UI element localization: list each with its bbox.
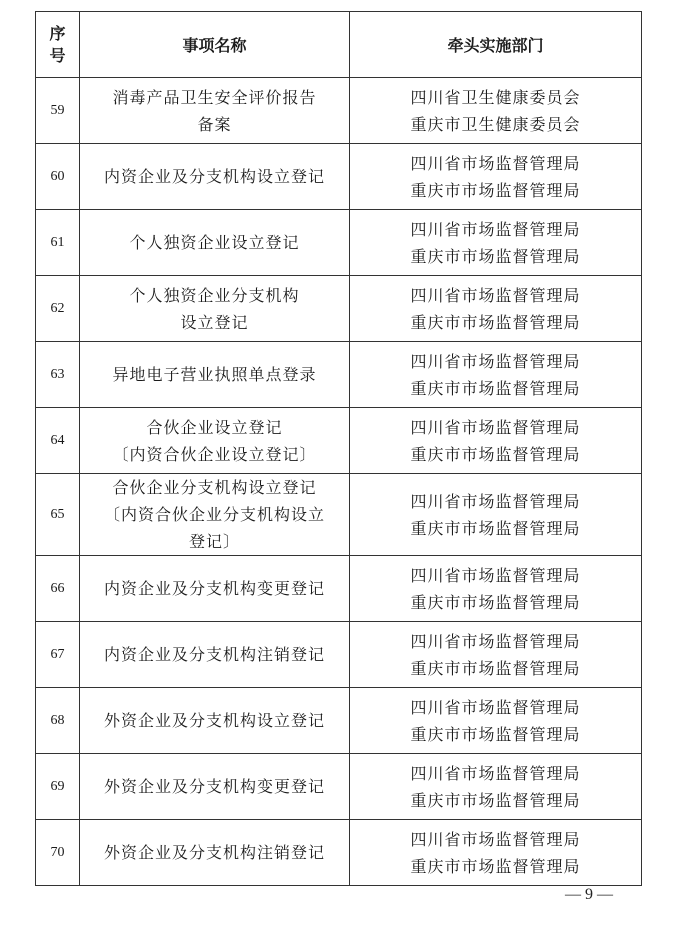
- table-row: [36, 408, 642, 474]
- header-item-name: 事项名称: [80, 12, 350, 78]
- row-number: 62: [36, 276, 80, 342]
- items-table-container: [35, 11, 641, 886]
- row-lead-dept: [350, 754, 642, 820]
- row-number: 61: [36, 210, 80, 276]
- table-row: [36, 210, 642, 276]
- dept-line: 四川省市场监督管理局: [410, 697, 581, 717]
- item-name-line: 个人独资企业设立登记: [129, 233, 300, 252]
- dept-line: 重庆市市场监督管理局: [410, 724, 581, 744]
- table-body: [36, 78, 642, 886]
- row-item-name: [80, 474, 350, 556]
- row-number: 60: [36, 144, 80, 210]
- dept-line: 重庆市市场监督管理局: [410, 658, 581, 678]
- row-number: 66: [36, 556, 80, 622]
- table-row: [36, 556, 642, 622]
- item-name-line: 合伙企业分支机构设立登记: [112, 478, 317, 497]
- dept-line: 四川省市场监督管理局: [410, 153, 581, 173]
- header-seq-line2: 号: [49, 45, 66, 65]
- row-item-name: [80, 210, 350, 276]
- row-lead-dept: [350, 556, 642, 622]
- dept-line: 四川省市场监督管理局: [410, 565, 581, 585]
- table-row: [36, 342, 642, 408]
- dept-line: 四川省市场监督管理局: [410, 631, 581, 651]
- row-lead-dept: [350, 276, 642, 342]
- dept-line: 四川省市场监督管理局: [410, 219, 581, 239]
- row-number: 65: [36, 474, 80, 556]
- item-name-line: 设立登记: [180, 312, 249, 332]
- row-number: 67: [36, 622, 80, 688]
- dept-line: 重庆市卫生健康委员会: [410, 114, 581, 134]
- item-name-line: 内资企业及分支机构变更登记: [103, 579, 325, 598]
- item-name-line: 合伙企业设立登记: [146, 417, 283, 437]
- dept-line: 四川省市场监督管理局: [410, 417, 581, 437]
- dept-line: 重庆市市场监督管理局: [410, 444, 581, 464]
- dept-line: 四川省市场监督管理局: [410, 491, 581, 511]
- row-item-name: [80, 408, 350, 474]
- table-row: [36, 474, 642, 556]
- dept-line: 重庆市市场监督管理局: [410, 790, 581, 810]
- dept-line: 四川省市场监督管理局: [410, 763, 581, 783]
- row-item-name: [80, 276, 350, 342]
- row-item-name: [80, 556, 350, 622]
- row-lead-dept: [350, 78, 642, 144]
- table-row: [36, 78, 642, 144]
- row-item-name: [80, 622, 350, 688]
- row-number: 59: [36, 78, 80, 144]
- dept-line: 重庆市市场监督管理局: [410, 180, 581, 200]
- dept-line: 重庆市市场监督管理局: [410, 592, 581, 612]
- item-name-line: 消毒产品卫生安全评价报告: [112, 87, 317, 107]
- dept-line: 四川省卫生健康委员会: [410, 87, 581, 107]
- items-table: [35, 11, 642, 886]
- row-number: 64: [36, 408, 80, 474]
- item-name-line: 登记〕: [188, 532, 240, 551]
- row-lead-dept: [350, 210, 642, 276]
- table-row: [36, 276, 642, 342]
- table-row: [36, 688, 642, 754]
- row-item-name: [80, 342, 350, 408]
- table-row: [36, 754, 642, 820]
- row-lead-dept: [350, 688, 642, 754]
- item-name-line: 外资企业及分支机构设立登记: [103, 711, 325, 730]
- row-lead-dept: [350, 144, 642, 210]
- row-lead-dept: [350, 342, 642, 408]
- dept-line: 重庆市市场监督管理局: [410, 312, 581, 332]
- row-item-name: [80, 78, 350, 144]
- dept-line: 重庆市市场监督管理局: [410, 378, 581, 398]
- row-number: 70: [36, 820, 80, 886]
- item-name-line: 〔内资合伙企业设立登记〕: [112, 444, 317, 464]
- header-seq: [36, 12, 80, 78]
- dept-line: 重庆市市场监督管理局: [410, 856, 581, 876]
- row-lead-dept: [350, 622, 642, 688]
- dept-line: 四川省市场监督管理局: [410, 829, 581, 849]
- item-name-line: 内资企业及分支机构注销登记: [103, 645, 325, 664]
- dept-line: 四川省市场监督管理局: [410, 285, 581, 305]
- item-name-line: 〔内资合伙企业分支机构设立: [103, 505, 325, 524]
- dept-line: 重庆市市场监督管理局: [410, 518, 581, 538]
- row-lead-dept: [350, 474, 642, 556]
- item-name-line: 外资企业及分支机构变更登记: [103, 777, 325, 796]
- header-lead-dept: 牵头实施部门: [350, 12, 642, 78]
- dept-line: 四川省市场监督管理局: [410, 351, 581, 371]
- table-row: [36, 144, 642, 210]
- row-lead-dept: [350, 408, 642, 474]
- row-number: 68: [36, 688, 80, 754]
- row-item-name: [80, 820, 350, 886]
- table-row: [36, 820, 642, 886]
- item-name-line: 备案: [197, 114, 232, 134]
- row-number: 63: [36, 342, 80, 408]
- table-row: [36, 622, 642, 688]
- table-header-row: [36, 12, 642, 78]
- item-name-line: 异地电子营业执照单点登录: [112, 365, 317, 384]
- page-number: — 9 —: [565, 886, 613, 903]
- row-item-name: [80, 144, 350, 210]
- item-name-line: 内资企业及分支机构设立登记: [103, 167, 325, 186]
- header-seq-line1: 序: [49, 23, 66, 43]
- dept-line: 重庆市市场监督管理局: [410, 246, 581, 266]
- row-lead-dept: [350, 820, 642, 886]
- item-name-line: 个人独资企业分支机构: [129, 285, 300, 305]
- row-item-name: [80, 688, 350, 754]
- item-name-line: 外资企业及分支机构注销登记: [103, 843, 325, 862]
- row-number: 69: [36, 754, 80, 820]
- row-item-name: [80, 754, 350, 820]
